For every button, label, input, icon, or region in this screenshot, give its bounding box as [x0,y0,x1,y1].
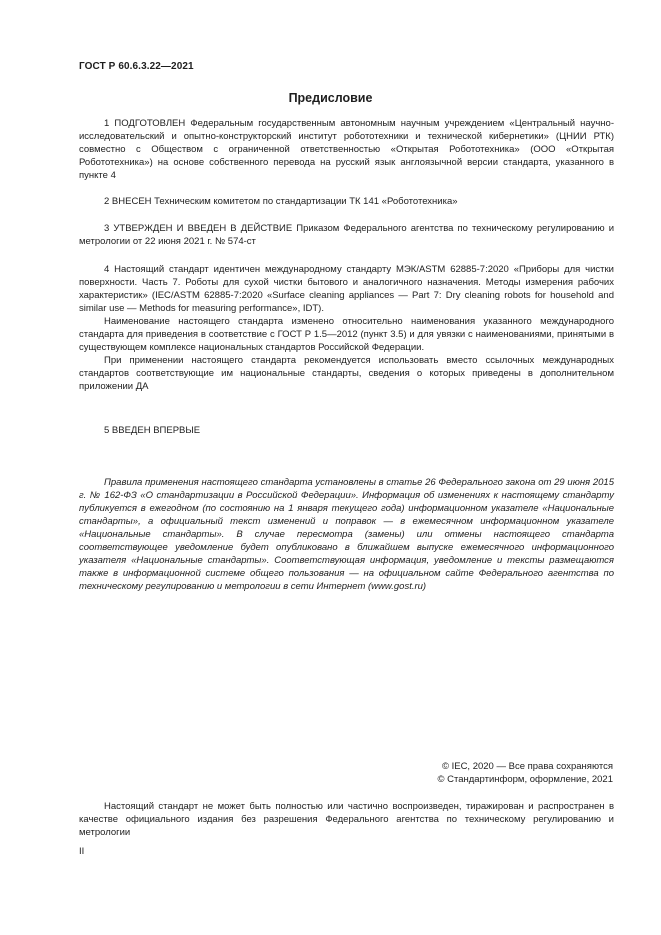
application-rules-text: Правила применения настоящего стандарта установлены в статье 26 Федерального закона от 29 июня 2015 г. № 162-ФЗ «О стандартизации в Российской Федерации». Информация об изменениях к настоящему стандарту публикуется в ежегодном (по состоянию на 1 января текущего года) информационном указателе «Национальные стандарты», а официальный текст изменений и поправок — в ежемесячном информационном указателе «Национальные стандарты». В случае пересмотра (замены) или отмены настоящего стандарта соответствующее уведомление будет опубликовано в ближайшем выпуске ежемесячного информационного указателя «Национальные стандарты». Соответствующая информация, уведомление и тексты размещаются также в информационной системе общего пользования — на официальном сайте Федерального агентства по техническому регулированию и метрологии в сети Интернет (www.gost.ru) [79,477,614,592]
application-rules-notice [79,476,614,593]
preface-item-5-text: 5 ВВЕДЕН ВПЕРВЫЕ [104,425,201,436]
preface-item-2 [79,195,614,208]
standartinform-copyright: © Стандартинформ, оформление, 2021 [437,774,613,785]
copyright-block [437,760,613,786]
preface-item-1 [79,117,614,182]
page-number: II [79,846,85,857]
preface-item-4-text: 4 Настоящий стандарт идентичен международному стандарту МЭК/ASTM 62885-7:2020 «Приборы для чистки поверхности. Часть 7. Роботы для сухой чистки бытового и аналогичного назначения. Методы измерения рабочих характеристик» (IEC/ASTM 62885-7:2020 «Surface cleaning appliances — Part 7: Dry cleaning robots for household and similar use — Methods for measuring performance», IDT). [79,264,614,314]
preface-item-4-name-note: Наименование настоящего стандарта изменено относительно наименования указанного международного стандарта для приведения в соответствие с ГОСТ Р 1.5—2012 (пункт 3.5) и для увязки с наименованиями, принятыми в существующем комплексе национальных стандартов Российской Федерации. [79,316,614,353]
preface-item-3 [79,222,614,248]
iec-copyright: © IEC, 2020 — Все права сохраняются [441,761,613,772]
preface-title: Предисловие [288,91,373,105]
reproduction-notice-text: Настоящий стандарт не может быть полностью или частично воспроизведен, тиражирован и распространен в качестве официального издания без разрешения Федерального агентства по техническому регулированию и метрологии [79,801,614,838]
document-id: ГОСТ Р 60.6.3.22—2021 [79,61,194,72]
preface-item-5 [79,424,614,437]
preface-item-1-text: 1 ПОДГОТОВЛЕН Федеральным государственным автономным научным учреждением «Центральный научно-исследовательский и опытно-конструкторский институт робототехники и технической кибернетики» (ЦНИИ РТК) совместно с Обществом с ограниченной ответственностью «Открытая Робототехника» (ООО «Открытая Робототехника») на основе собственного перевода на русский язык англоязычной версии стандарта, указанного в пункте 4 [79,118,614,181]
preface-item-2-text: 2 ВНЕСЕН Техническим комитетом по стандартизации ТК 141 «Робототехника» [104,196,458,207]
preface-item-4-refs-note: При применении настоящего стандарта рекомендуется использовать вместо ссылочных международных стандартов соответствующие им национальные стандарты, сведения о которых приведены в дополнительном приложении ДА [79,355,614,392]
reproduction-notice [79,800,614,839]
preface-item-3-text: 3 УТВЕРЖДЕН И ВВЕДЕН В ДЕЙСТВИЕ Приказом Федерального агентства по техническому регулированию и метрологии от 22 июня 2021 г. № 574-ст [79,223,614,247]
preface-item-4 [79,263,614,393]
